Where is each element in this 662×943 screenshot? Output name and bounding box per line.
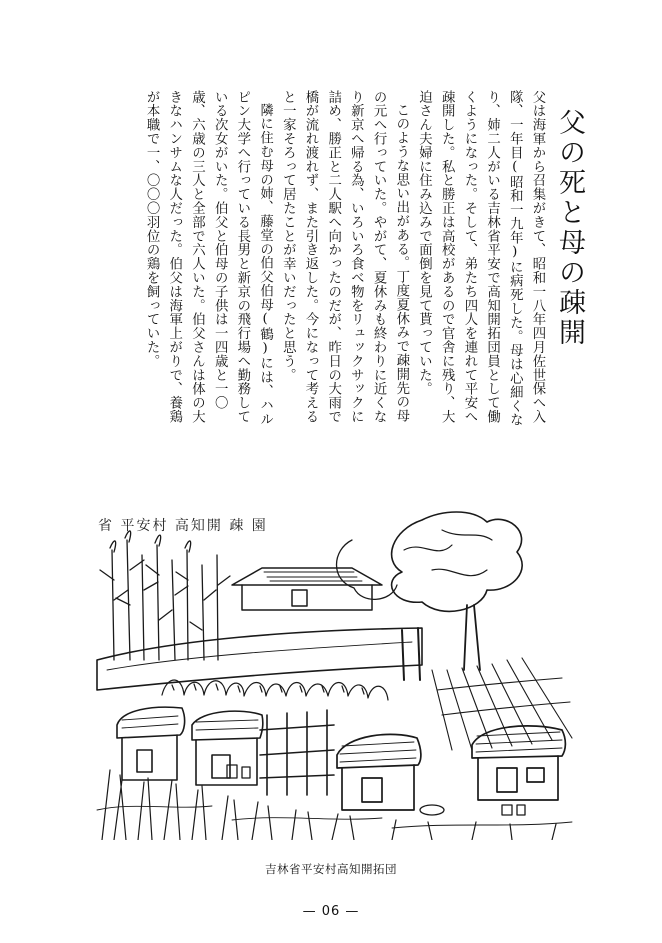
tree-sketch xyxy=(337,512,523,670)
house-center xyxy=(337,734,421,810)
page-number: — 06 — xyxy=(302,904,360,919)
illustration-inscription: 省 平安村 高知開 疎 園 xyxy=(98,518,268,534)
sketch-illustration xyxy=(92,510,578,840)
house-left xyxy=(117,707,185,780)
illustration-caption: 吉林省平安村高知開拓団 xyxy=(265,862,397,876)
buckets xyxy=(227,765,525,815)
distant-houses xyxy=(232,568,382,610)
paragraph-3: 隣に住む母の姉、藤堂の伯父伯母(鶴)には、ハルピン大学へ行っている長男と新京の飛行場へ勤務している次女がいた。伯父と伯母の子供は一四歳と一〇歳、六歳の三人と全部で六人いた。伯父さんは体の大きなハンサムな人だった。伯父は海軍上がりで、養鶏が本職で一、〇〇〇羽位の鶏を飼っていた。 xyxy=(144,90,273,427)
hedge-wall xyxy=(97,628,422,690)
shrub-row xyxy=(162,680,388,700)
paragraph-2: このような思い出がある。丁度夏休みで疎開先の母の元へ行っていた。やがて、夏休みも終わりに近くなり新京へ帰る為、いろいろ食べ物をリュックサックに詰め、勝正と二人駅へ向かったのだが、昨日の大雨で橋が流れ渡れず、また引き返した。今になって考えると一家そろって居たことが幸いだったと思う。 xyxy=(280,90,409,424)
page-title: 父の死と母の疎開 xyxy=(554,108,585,348)
field-rows xyxy=(432,658,572,750)
house-right xyxy=(472,726,565,800)
paragraph-1: 父は海軍から召集がきて、昭和一八年四月佐世保へ入隊、一年目(昭和一九年)に病死した。母は心細くなり、姉二人がいる吉林省平安で高知開拓団員として働くようになった。そして、弟たち四人を連れて平安へ疎開した。私と勝正は高校があるので官舎に残り、大迫さん夫婦に住み込みで面倒を見て貰っていた。 xyxy=(416,90,545,427)
fence xyxy=(260,710,334,795)
body-text xyxy=(100,90,548,430)
